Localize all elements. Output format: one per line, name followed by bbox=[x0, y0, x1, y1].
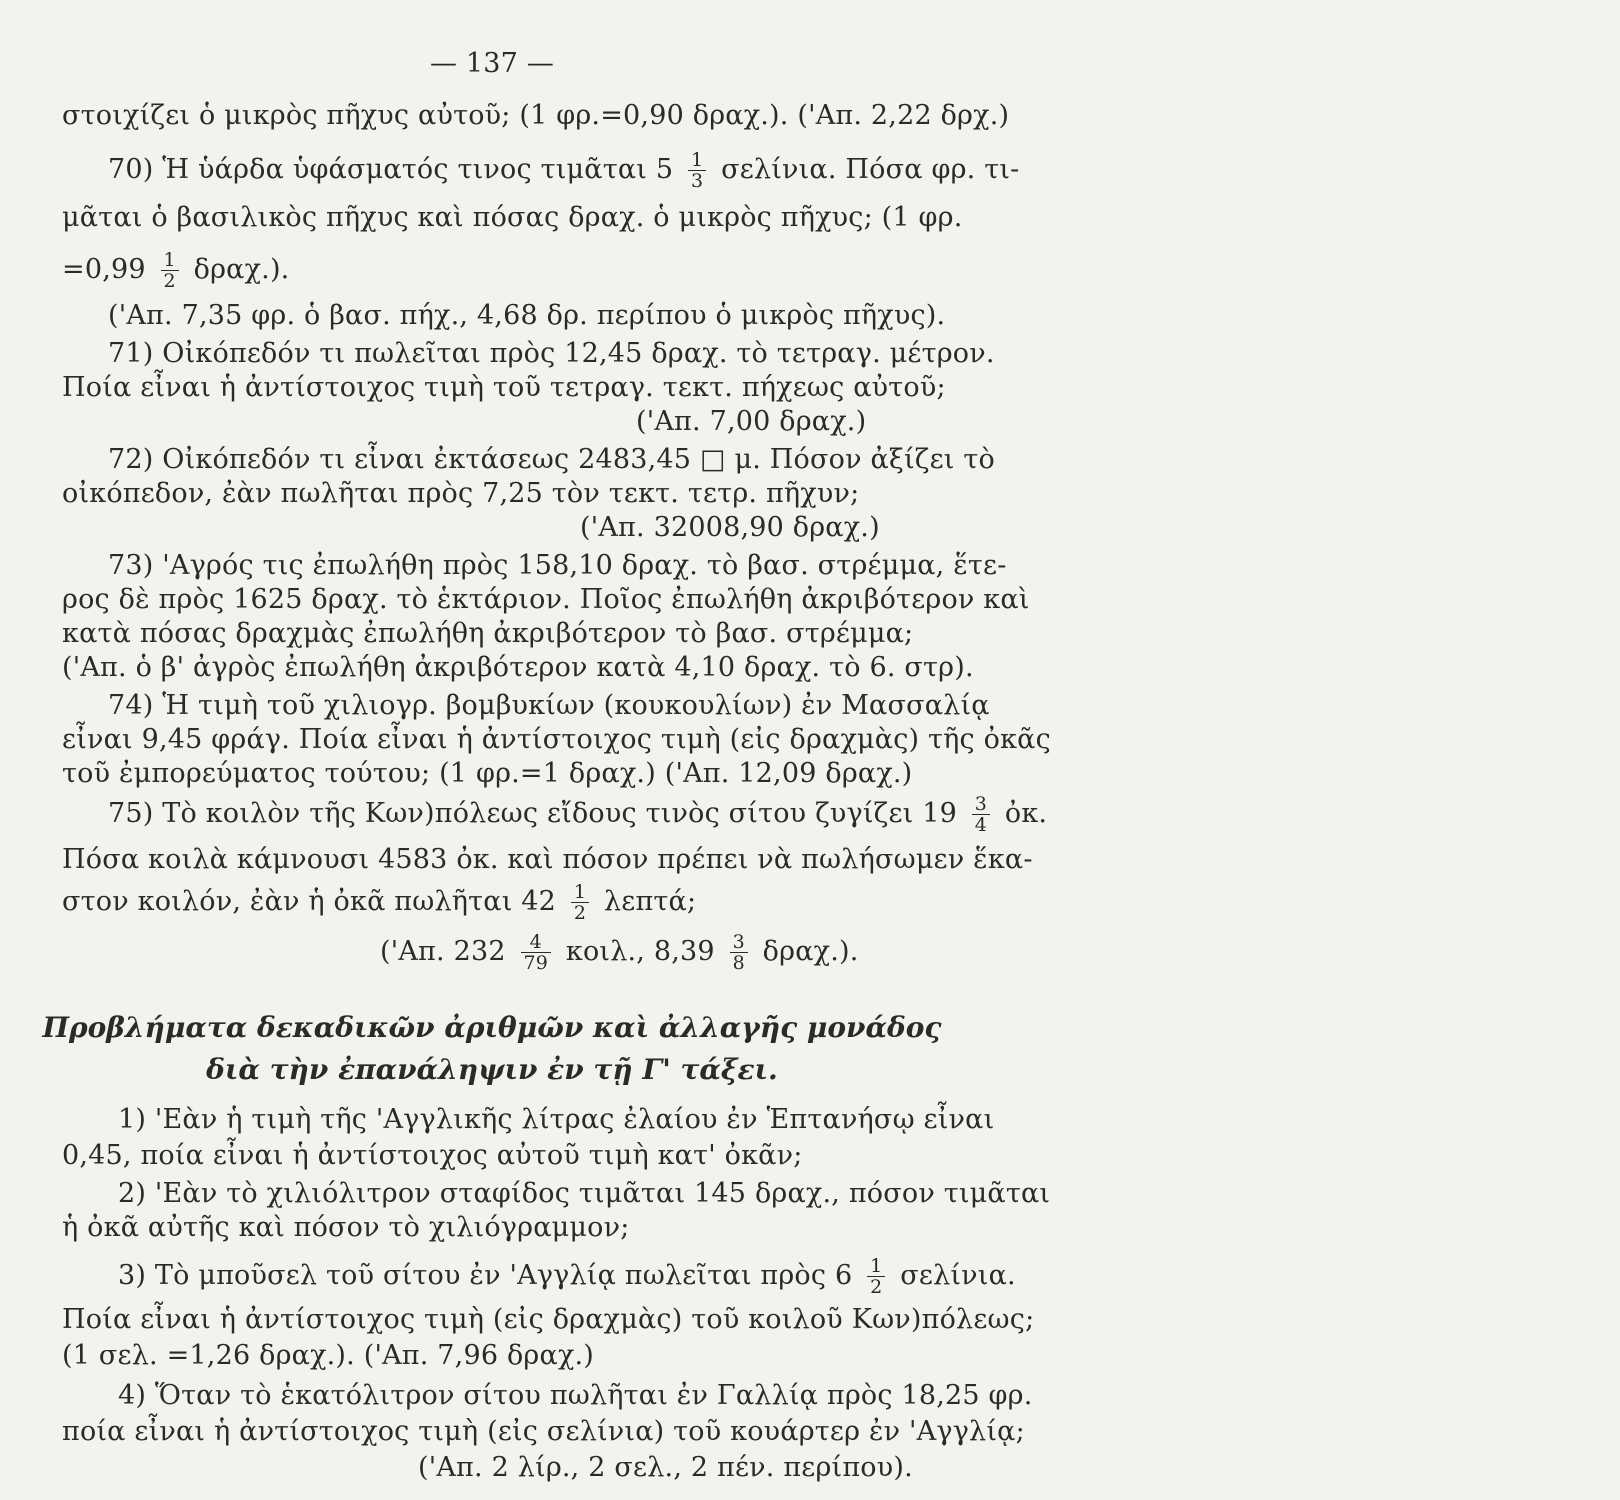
answer-line: ('Απ. 7,35 φρ. ὁ βασ. πήχ., 4,68 δρ. περίπου ὁ μικρὸς πῆχυς). bbox=[108, 300, 946, 331]
text-line bbox=[0, 250, 1046, 291]
answer-line: ('Απ. 7,00 δραχ.) bbox=[636, 406, 867, 437]
text-segment: δραχ.). bbox=[193, 254, 290, 285]
section-heading-subtitle: διὰ τὴν ἐπανάληψιν ἐν τῇ Γ' τάξει. bbox=[206, 1053, 778, 1086]
text-line: 0,45, ποία εἶναι ἡ ἀντίστοιχος αὐτοῦ τιμὴ κατ' ὀκᾶν; bbox=[62, 1140, 803, 1171]
fraction: $\frac{1}{2}$ bbox=[161, 250, 179, 291]
text-line bbox=[0, 442, 1092, 478]
text-line: μᾶται ὁ βασιλικὸς πῆχυς καὶ πόσας δραχ. ὁ μικρὸς πῆχυς; (1 φρ. bbox=[62, 202, 963, 233]
answer-line: ('Απ. 2 λίρ., 2 σελ., 2 πέν. περίπου). bbox=[418, 1452, 913, 1483]
text-line: Πόσα κοιλὰ κάμνουσι 4583 ὀκ. καὶ πόσον πρέπει νὰ πωλήσωμεν ἕκα- bbox=[62, 844, 1033, 875]
text-line: στοιχίζει ὁ μικρὸς πῆχυς αὐτοῦ; (1 φρ.=0,90 δραχ.). ('Απ. 2,22 δρχ.) bbox=[62, 100, 1010, 131]
text-line: 2) 'Εὰν τὸ χιλιόλιτρον σταφίδος τιμᾶται 145 δραχ., πόσον τιμᾶται bbox=[118, 1178, 1051, 1209]
text-segment: δραχ.). bbox=[762, 936, 859, 967]
text-line: Ποία εἶναι ἡ ἀντίστοιχος τιμὴ (εἰς δραχμὰς) τοῦ κοιλοῦ Κων)πόλεως; bbox=[62, 1304, 1035, 1335]
text-line: οἰκόπεδον, ἐὰν πωλῆται πρὸς 7,25 τὸν τεκτ. τετρ. πῆχυν; bbox=[62, 478, 860, 509]
text-segment: 3) Τὸ μποῦσελ τοῦ σίτου ἐν 'Αγγλίᾳ πωλεῖται πρὸς 6 bbox=[118, 1260, 853, 1291]
text-segment: λεπτά; bbox=[603, 886, 697, 917]
square-symbol: □ bbox=[699, 444, 726, 475]
text-line: τοῦ ἐμπορεύματος τούτου; (1 φρ.=1 δραχ.) ('Απ. 12,09 δραχ.) bbox=[62, 758, 913, 789]
fraction: $\frac{3}{4}$ bbox=[972, 794, 990, 835]
answer-line: (1 σελ. =1,26 δραχ.). ('Απ. 7,96 δραχ.) bbox=[62, 1340, 595, 1371]
fraction: $\frac{1}{2}$ bbox=[571, 882, 589, 923]
fraction: $\frac{3}{8}$ bbox=[730, 932, 748, 973]
text-segment: =0,99 bbox=[62, 254, 146, 285]
text-line: κατὰ πόσας δραχμὰς ἐπωλήθη ἀκριβότερον τὸ βασ. στρέμμα; bbox=[62, 618, 914, 649]
text-line: ποία εἶναι ἡ ἀντίστοιχος τιμὴ (εἰς σελίνια) τοῦ κουάρτερ ἐν 'Αγγλίᾳ; bbox=[62, 1416, 1025, 1447]
text-segment: σελίνια. Πόσα φρ. τι- bbox=[721, 154, 1020, 185]
page-number: — 137 — bbox=[429, 48, 555, 79]
fraction: $\frac{4}{79}$ bbox=[521, 932, 552, 973]
text-line: 74) Ἡ τιμὴ τοῦ χιλιογρ. βομβυκίων (κουκουλίων) ἐν Μασσαλίᾳ bbox=[108, 690, 990, 721]
text-line: 73) 'Αγρός τις ἐπωλήθη πρὸς 158,10 δραχ. τὸ βασ. στρέμμα, ἕτε- bbox=[108, 550, 1007, 581]
text-segment: κοιλ., 8,39 bbox=[565, 936, 715, 967]
answer-line: ('Απ. ὁ β' ἀγρὸς ἐπωλήθη ἀκριβότερον κατὰ 4,10 δραχ. τὸ 6. στρ). bbox=[62, 652, 974, 683]
text-segment: μ. Πόσον ἀξίζει τὸ bbox=[734, 444, 995, 475]
text-segment: 70) Ἡ ὑάρδα ὑφάσματός τινος τιμᾶται 5 bbox=[108, 154, 674, 185]
text-segment: ὀκ. bbox=[1004, 798, 1048, 829]
answer-line bbox=[0, 932, 1364, 973]
text-line: εἶναι 9,45 φράγ. Ποία εἶναι ἡ ἀντίστοιχος τιμὴ (εἰς δραχμὰς) τῆς ὀκᾶς bbox=[62, 724, 1051, 755]
answer-line: ('Απ. 32008,90 δραχ.) bbox=[580, 512, 880, 543]
text-segment: 75) Τὸ κοιλὸν τῆς Κων)πόλεως εἴδους τινὸς σίτου ζυγίζει 19 bbox=[108, 798, 957, 829]
text-segment: σελίνια. bbox=[900, 1260, 1016, 1291]
fraction: $\frac{1}{2}$ bbox=[867, 1256, 885, 1297]
text-line: 4) Ὅταν τὸ ἑκατόλιτρον σίτου πωλῆται ἐν Γαλλίᾳ πρὸς 18,25 φρ. bbox=[118, 1380, 1033, 1411]
text-line: ρος δὲ πρὸς 1625 δραχ. τὸ ἑκτάριον. Ποῖος ἐπωλήθη ἀκριβότερον καὶ bbox=[62, 584, 1030, 615]
text-line bbox=[0, 882, 1046, 923]
text-segment: στον κοιλόν, ἐὰν ἡ ὀκᾶ πωλῆται 42 bbox=[62, 886, 557, 917]
fraction: $\frac{1}{3}$ bbox=[688, 150, 706, 191]
section-heading: Προβλήματα δεκαδικῶν ἀριθμῶν καὶ ἀλλαγῆς μονάδος bbox=[42, 1011, 942, 1044]
text-segment: ('Απ. 232 bbox=[380, 936, 506, 967]
text-line: Ποία εἶναι ἡ ἀντίστοιχος τιμὴ τοῦ τετραγ. τεκτ. πήχεως αὐτοῦ; bbox=[62, 372, 946, 403]
text-line: 71) Οἰκόπεδόν τι πωλεῖται πρὸς 12,45 δραχ. τὸ τετραγ. μέτρον. bbox=[108, 338, 995, 369]
text-line bbox=[0, 1256, 1102, 1297]
text-line bbox=[0, 150, 1092, 191]
text-line bbox=[0, 794, 1092, 835]
text-line: ἡ ὀκᾶ αὐτῆς καὶ πόσον τὸ χιλιόγραμμον; bbox=[62, 1212, 630, 1243]
text-line: 1) 'Εὰν ἡ τιμὴ τῆς 'Αγγλικῆς λίτρας ἐλαίου ἐν Ἑπτανήσῳ εἶναι bbox=[118, 1104, 995, 1135]
text-segment: 72) Οἰκόπεδόν τι εἶναι ἐκτάσεως 2483,45 bbox=[108, 444, 692, 475]
